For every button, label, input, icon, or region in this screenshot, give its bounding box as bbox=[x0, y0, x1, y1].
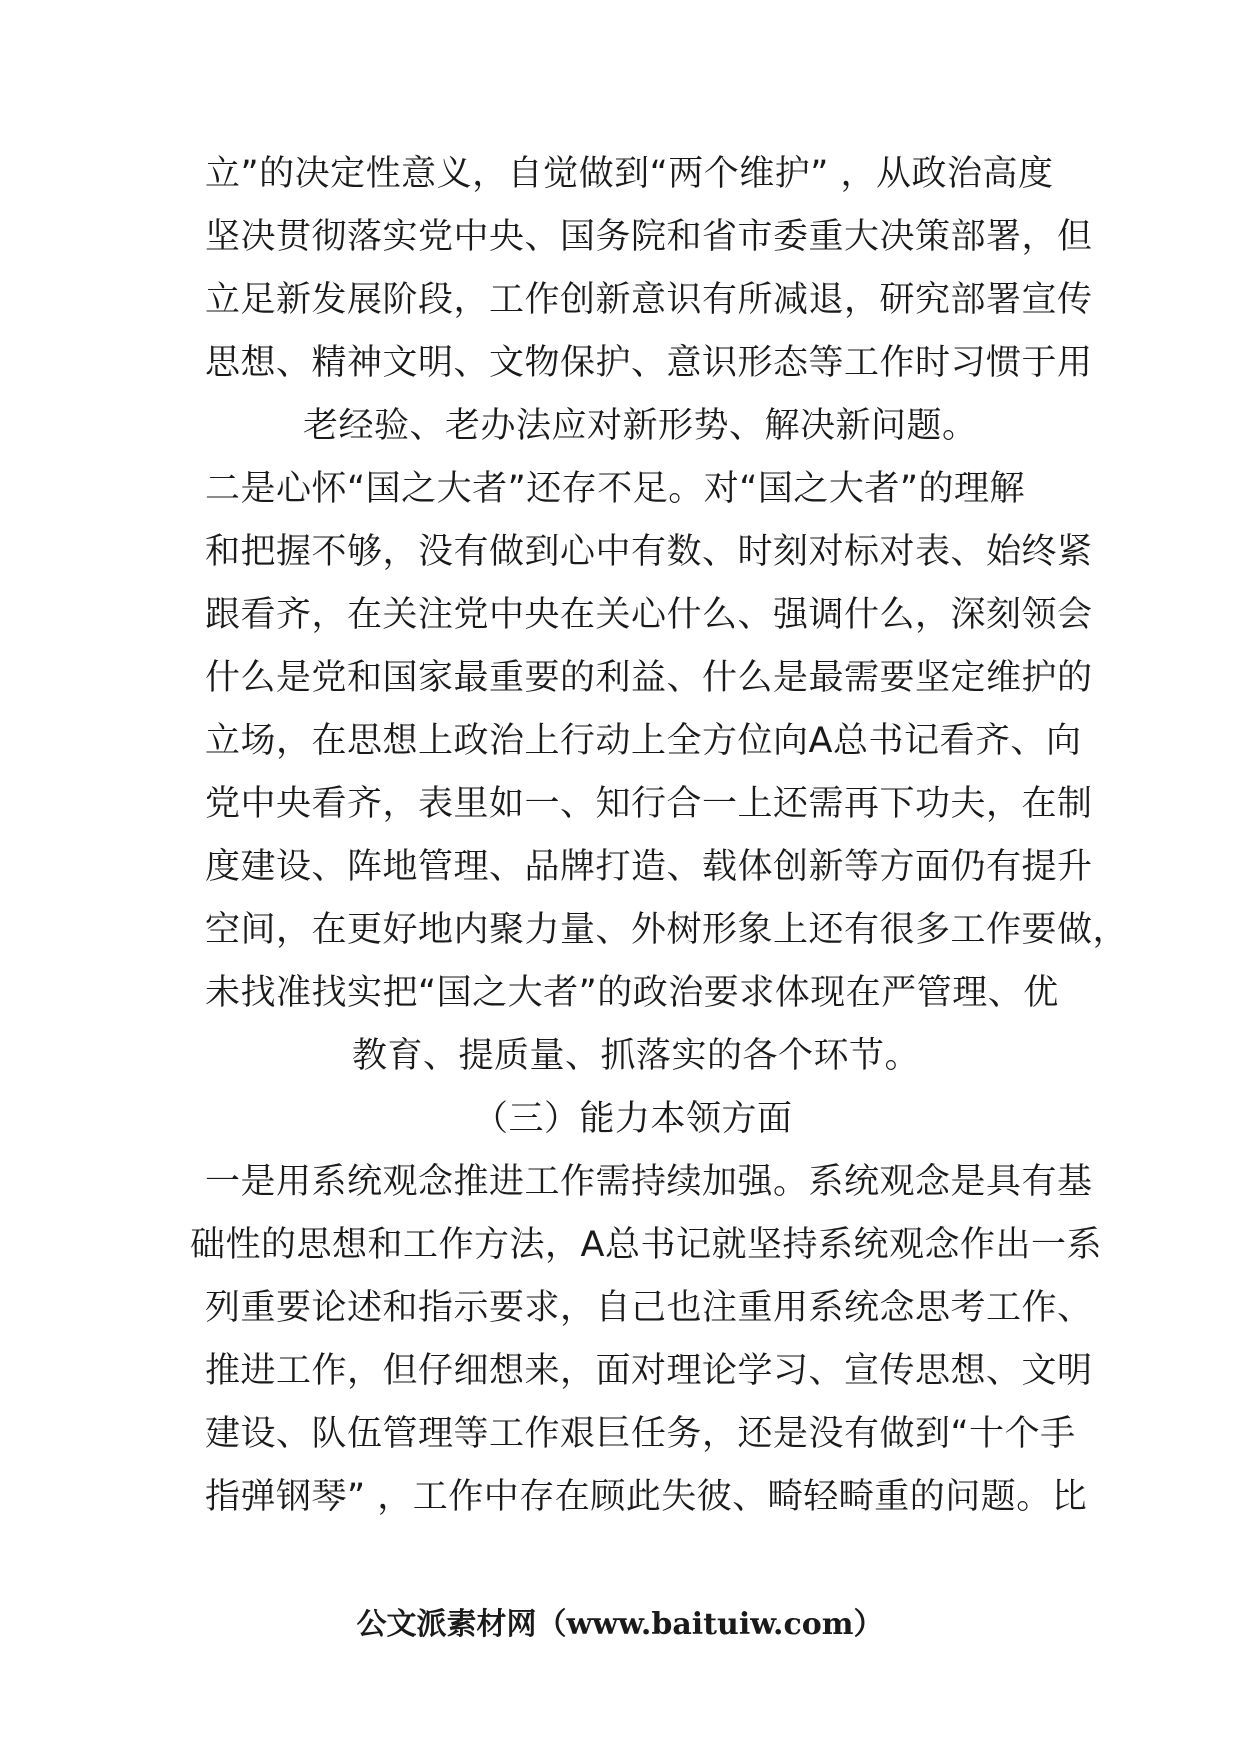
text-line: 推进工作，但仔细想来，面对理论学习、宣传思想、文明 bbox=[205, 1351, 1093, 1391]
text-line: 未找准找实把“国之大者”的政治要求体现在严管理、优 bbox=[205, 973, 1059, 1013]
text-line: 空间，在更好地内聚力量、外树形象上还有很多工作要做， bbox=[205, 910, 1129, 950]
text-line: 立场，在思想上政治上行动上全方位向A总书记看齐、向 bbox=[205, 721, 1082, 761]
text-line: 立”的决定性意义，自觉做到“两个维护” ，从政治高度 bbox=[205, 154, 1054, 194]
text-line: 一是用系统观念推进工作需持续加强。系统观念是具有基 bbox=[205, 1162, 1093, 1202]
footer-watermark: 公文派素材网（www.baituiw.com） bbox=[356, 1607, 884, 1642]
section-heading: （三）能力本领方面 bbox=[473, 1099, 793, 1139]
text-line: 指弹钢琴” ，工作中存在顾此失彼、畸轻畸重的问题。比 bbox=[205, 1477, 1088, 1517]
text-line: 跟看齐，在关注党中央在关心什么、强调什么，深刻领会 bbox=[205, 595, 1093, 635]
text-line: 二是心怀“国之大者”还存不足。对“国之大者”的理解 bbox=[205, 469, 1026, 509]
text-line: 建设、队伍管理等工作艰巨任务，还是没有做到“十个手 bbox=[205, 1414, 1076, 1454]
text-line: 党中央看齐，表里如一、知行合一上还需再下功夫，在制 bbox=[205, 784, 1093, 824]
text-line: 础性的思想和工作方法，A总书记就坚持系统观念作出一系 bbox=[190, 1225, 1102, 1265]
text-line: 和把握不够，没有做到心中有数、时刻对标对表、始终紧 bbox=[205, 532, 1093, 572]
text-line: 思想、精神文明、文物保护、意识形态等工作时习惯于用 bbox=[205, 343, 1093, 383]
text-line: 度建设、阵地管理、品牌打造、载体创新等方面仍有提升 bbox=[205, 847, 1093, 887]
text-line: 教育、提质量、抓落实的各个环节。 bbox=[352, 1036, 921, 1076]
text-line: 老经验、老办法应对新形势、解决新问题。 bbox=[303, 406, 978, 446]
text-line: 列重要论述和指示要求，自己也注重用系统念思考工作、 bbox=[205, 1288, 1093, 1328]
text-line: 立足新发展阶段，工作创新意识有所减退，研究部署宣传 bbox=[205, 280, 1093, 320]
text-line: 坚决贯彻落实党中央、国务院和省市委重大决策部署，但 bbox=[205, 217, 1093, 257]
text-line: 什么是党和国家最重要的利益、什么是最需要坚定维护的 bbox=[205, 658, 1093, 698]
